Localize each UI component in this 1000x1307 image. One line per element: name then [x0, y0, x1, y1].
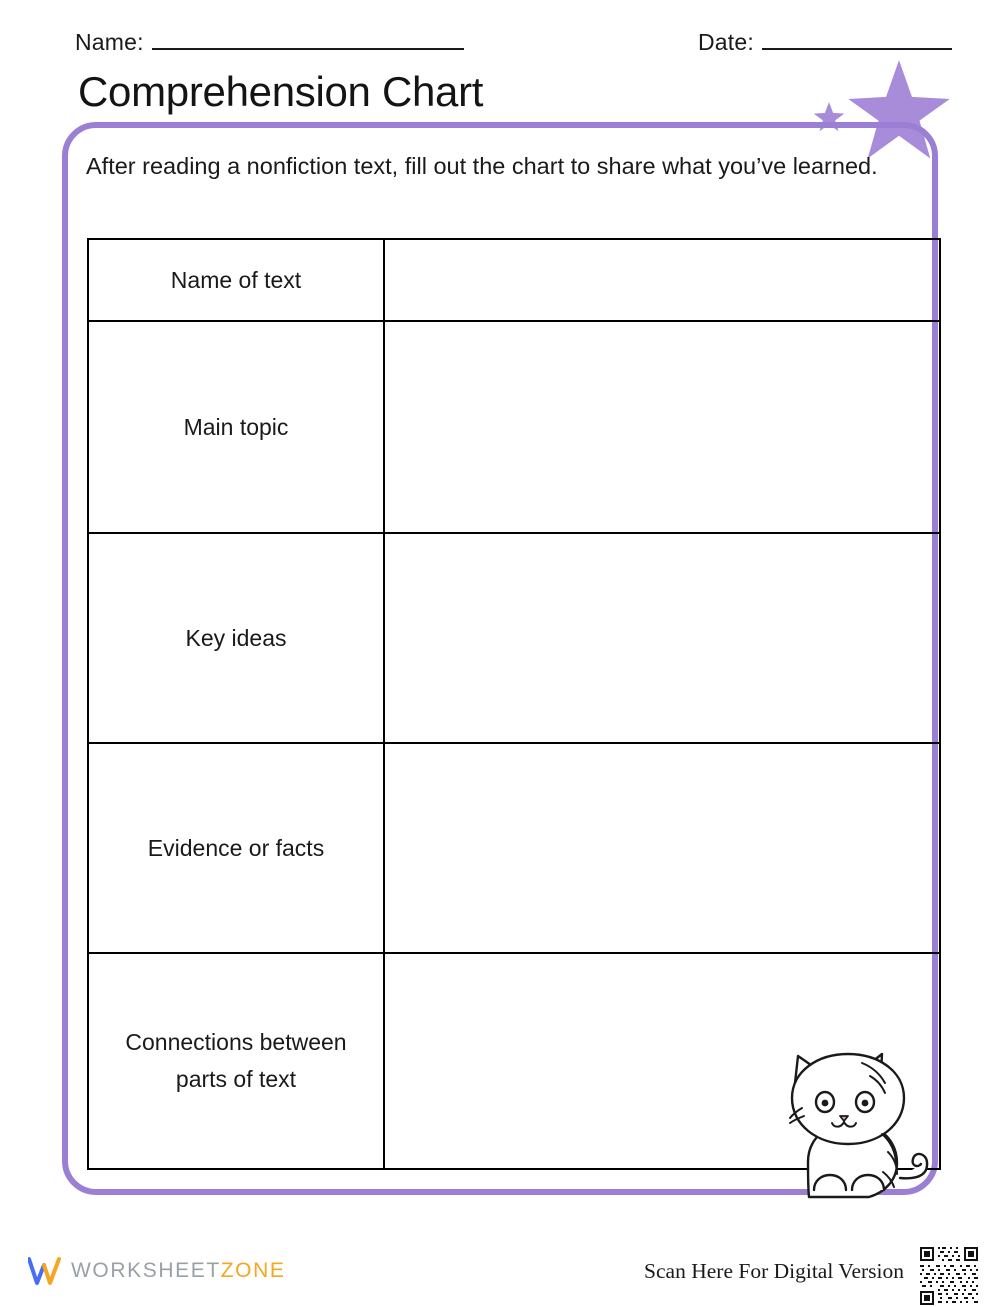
table-row — [88, 533, 940, 743]
worksheet-zone-logo-icon — [28, 1256, 62, 1286]
cat-illustration — [762, 1030, 934, 1205]
qr-code-icon[interactable] — [918, 1245, 980, 1307]
row-label-name-of-text: Name of text — [88, 239, 384, 321]
date-label: Date: — [698, 29, 754, 55]
name-field[interactable] — [75, 26, 464, 56]
scan-instruction-text: Scan Here For Digital Version — [644, 1259, 904, 1283]
brand-text-second: ZONE — [220, 1259, 286, 1282]
brand-text — [71, 1259, 286, 1283]
instructions-text: After reading a nonfiction text, fill out the chart to share what you’ve learned. — [86, 153, 878, 179]
name-label: Name: — [75, 29, 144, 55]
brand-text-first: WORKSHEET — [71, 1259, 221, 1282]
table-row — [88, 239, 940, 321]
date-field[interactable] — [698, 26, 952, 56]
row-answer-name-of-text[interactable] — [384, 239, 940, 321]
table-row — [88, 321, 940, 533]
row-answer-main-topic[interactable] — [384, 321, 940, 533]
table-row — [88, 743, 940, 953]
footer — [0, 1240, 1000, 1294]
row-label-evidence-or-facts: Evidence or facts — [88, 743, 384, 953]
page-title: Comprehension Chart — [78, 68, 484, 115]
row-answer-key-ideas[interactable] — [384, 533, 940, 743]
row-label-main-topic: Main topic — [88, 321, 384, 533]
header-fields — [75, 26, 945, 60]
row-answer-evidence-or-facts[interactable] — [384, 743, 940, 953]
date-input-line[interactable] — [762, 26, 952, 50]
name-input-line[interactable] — [152, 26, 464, 50]
brand-logo — [28, 1256, 286, 1286]
row-label-key-ideas: Key ideas — [88, 533, 384, 743]
row-label-connections: Connections between parts of text — [88, 953, 384, 1169]
